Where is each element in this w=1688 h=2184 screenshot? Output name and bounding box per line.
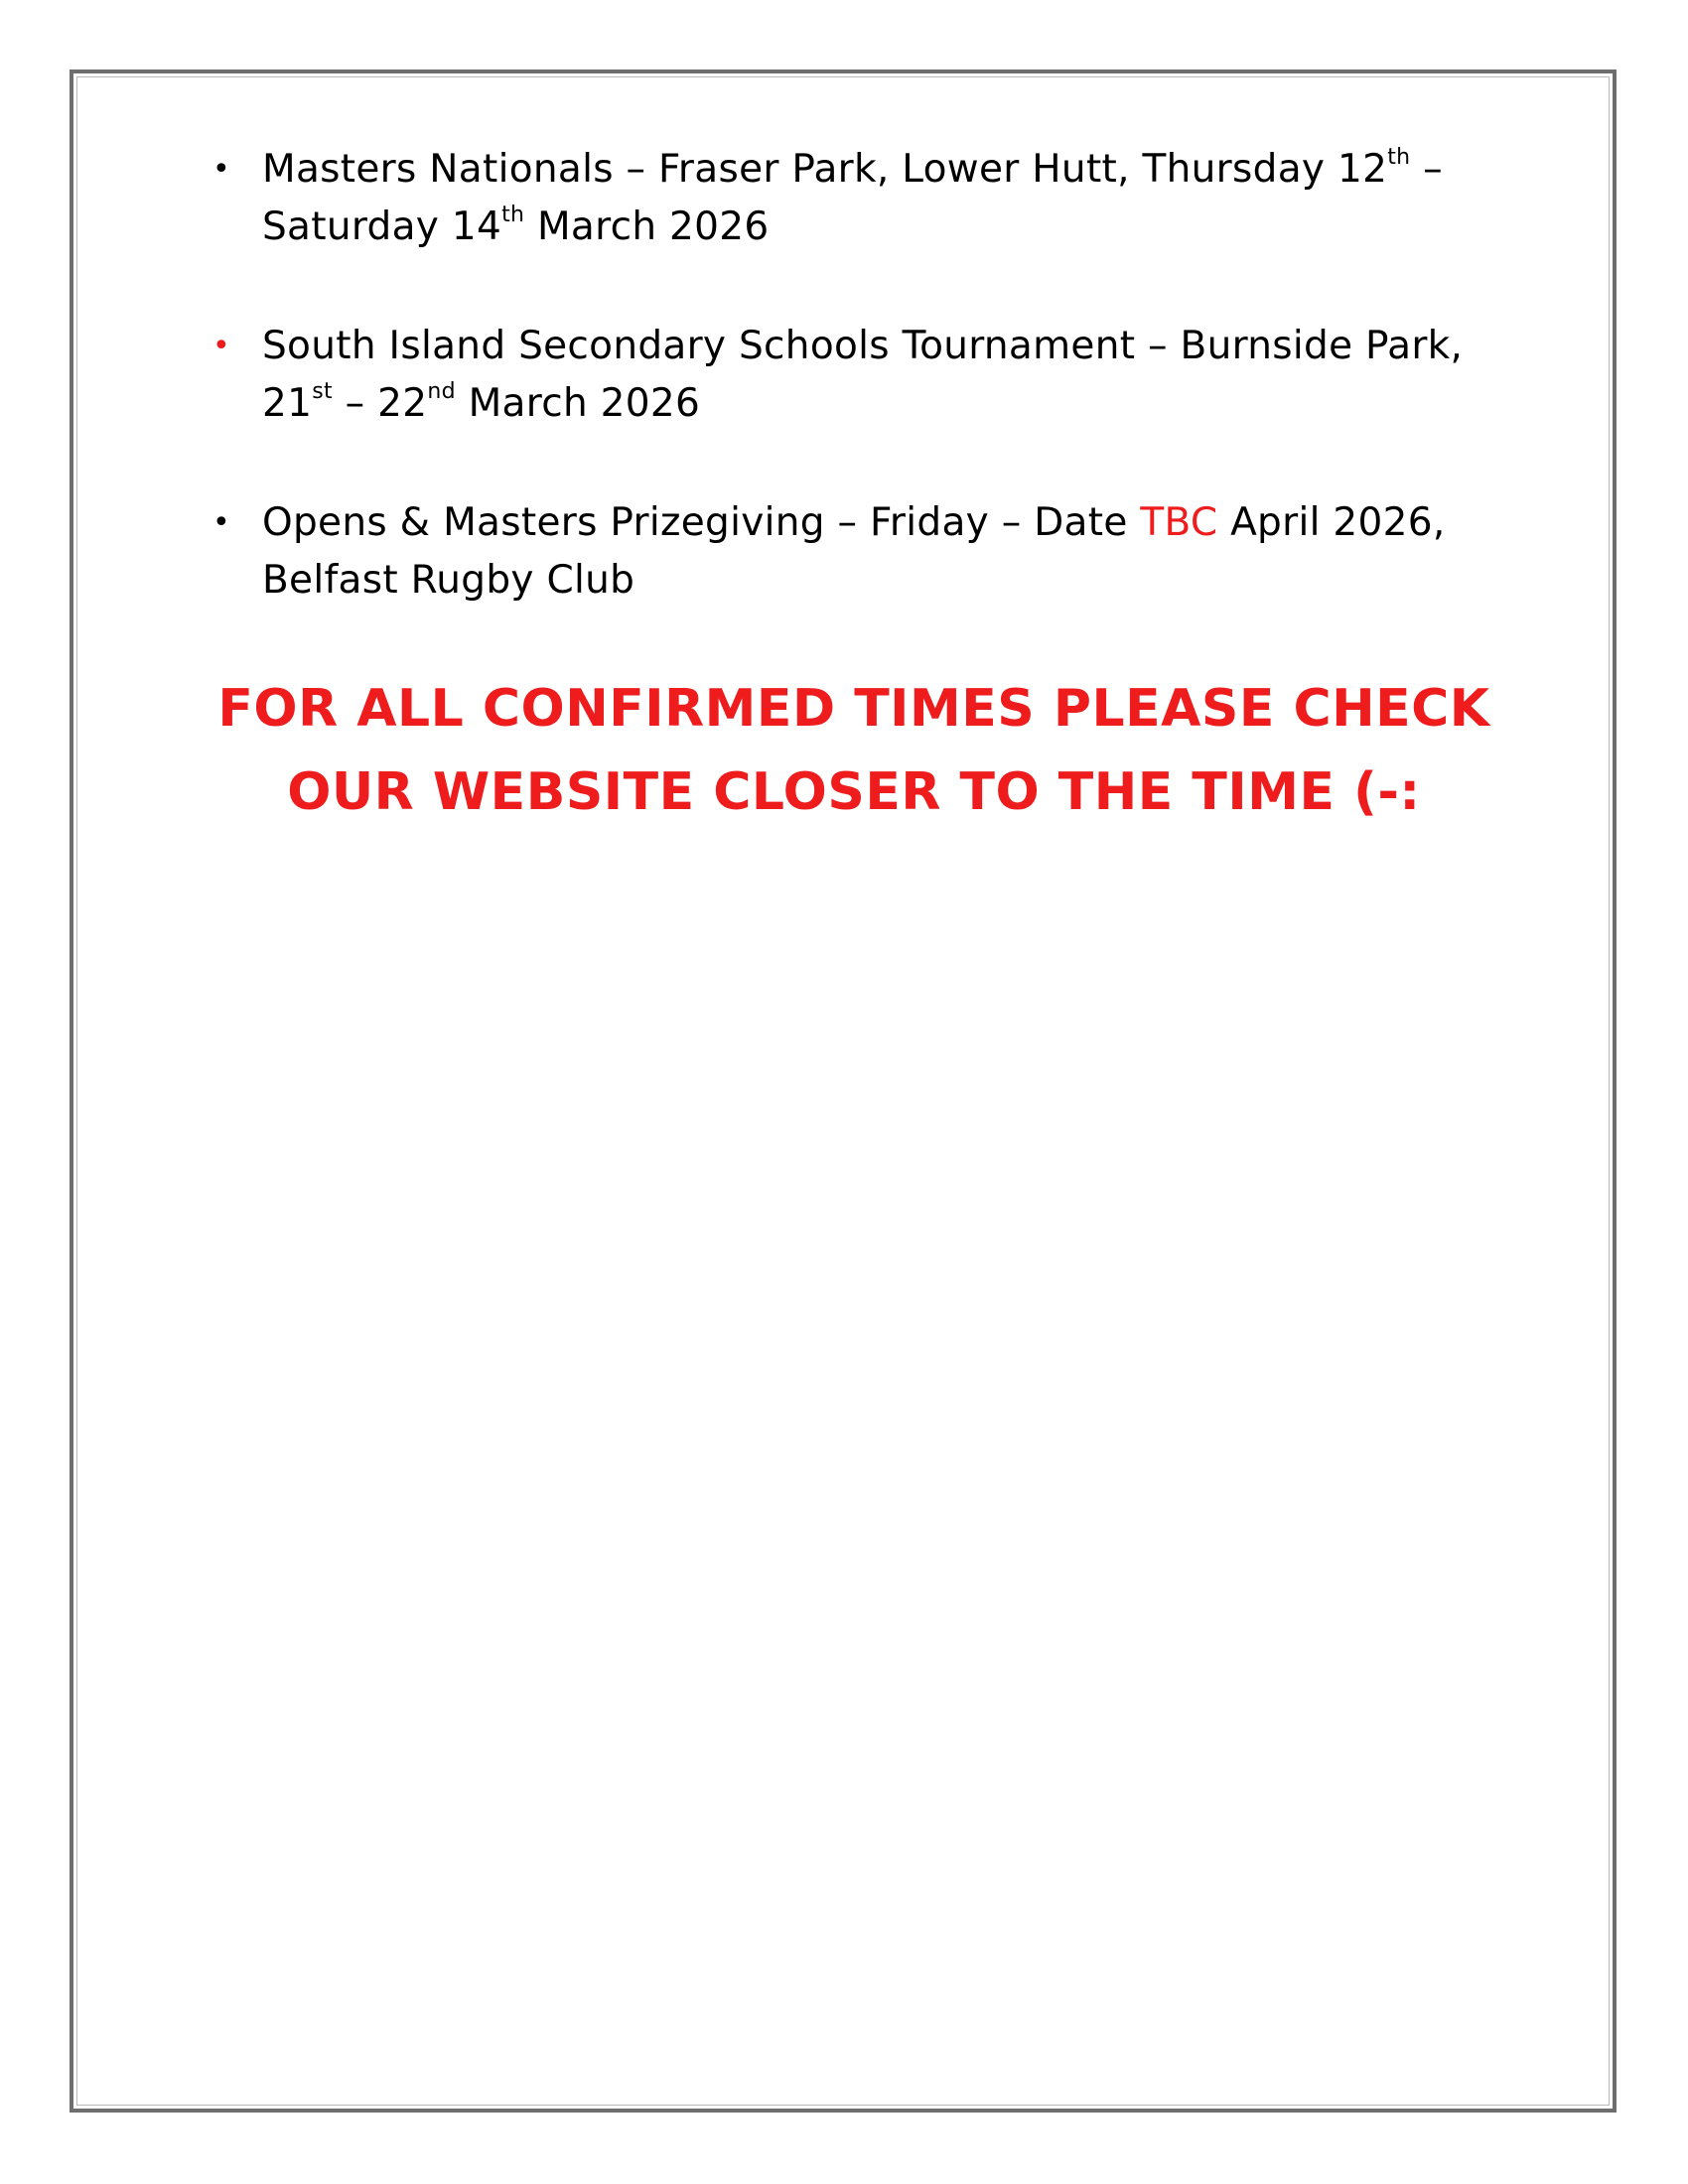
list-item-prizegiving [205,494,1535,610]
notice-line-2: OUR WEBSITE CLOSER TO THE TIME (-: [287,762,1421,822]
event-text: South Island Secondary Schools Tournament – Burnside Park, 21 [262,324,1464,426]
notice-line-1: FOR ALL CONFIRMED TIMES PLEASE CHECK [217,679,1490,739]
ordinal-suffix: nd [427,379,456,404]
event-text: Opens & Masters Prizegiving – Friday – Date [262,500,1141,545]
website-notice [129,667,1579,834]
ordinal-suffix: th [1387,145,1411,170]
event-list [205,141,1535,671]
list-item-south-island-schools [205,318,1535,433]
event-text: – Saturday 14 [262,147,1443,249]
ordinal-suffix: st [312,379,333,404]
bullet-icon: • [212,152,230,187]
event-text: April 2026, Belfast Rugby Club [262,500,1446,603]
bullet-icon: • [212,505,230,540]
bullet-icon: • [212,329,230,363]
event-text: Masters Nationals – Fraser Park, Lower Hutt, Thursday 12 [262,147,1388,192]
event-text: March 2026 [455,381,701,426]
list-item-masters-nationals [205,141,1535,256]
tbc-highlight: TBC [1140,500,1218,545]
ordinal-suffix: th [501,203,525,227]
event-text: March 2026 [524,205,770,249]
event-text: – 22 [332,381,428,426]
